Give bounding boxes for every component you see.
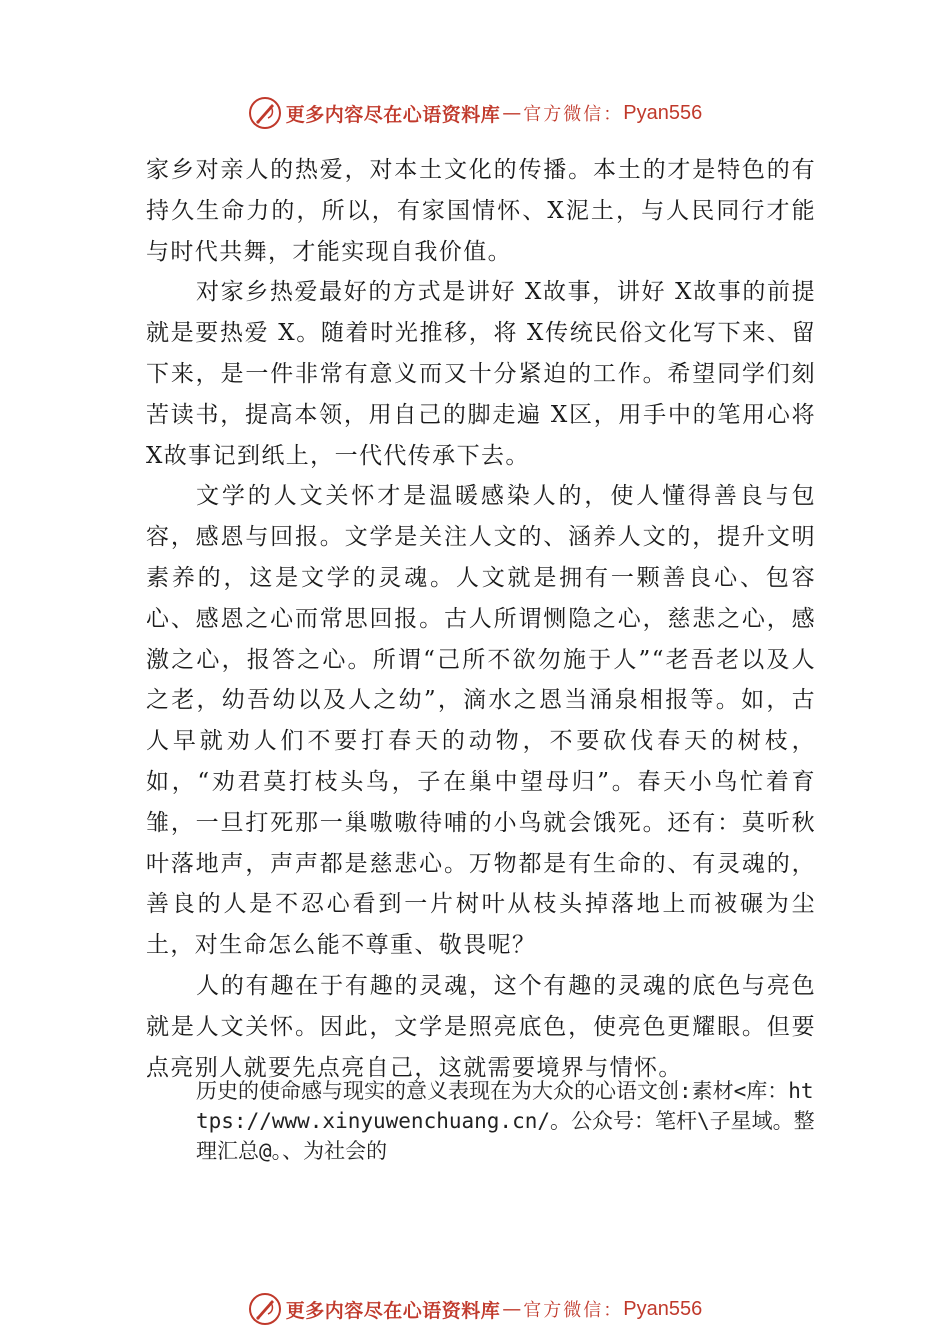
source-note: 历史的使命感与现实的意义表现在为大众的心语文创:素材<库：https://www.xinyuwenchuang.cn/。公众号：笔杆\子星域。整理汇总@。、为社会的 [196, 1079, 815, 1163]
paragraph-1: 家乡对亲人的热爱，对本土文化的传播。本土的才是特色的有持久生命力的，所以，有家国情怀、X泥土，与人民同行才能与时代共舞，才能实现自我价值。 [146, 157, 816, 265]
header-banner [0, 93, 950, 133]
banner-wechat-label: 官方微信： [523, 104, 624, 125]
banner-title: 更多内容尽在心语资料库 [285, 103, 501, 126]
banner-title: 更多内容尽在心语资料库 [285, 1299, 501, 1322]
quill-pen-logo-icon [248, 96, 282, 130]
banner-separator: — [502, 102, 522, 124]
paragraph-2: 对家乡热爱最好的方式是讲好 X故事，讲好 X故事的前提就是要热爱 X。随着时光推移，将 X传统民俗文化写下来、留下来，是一件非常有意义而又十分紧迫的工作。希望同学们刻苦读书，提高本领，用自己的脚走遍 X区，用手中的笔用心将 X故事记到纸上，一代代传承下去。 [146, 279, 816, 469]
banner-wechat-id: Pyan556 [623, 101, 703, 124]
quill-pen-logo-icon [248, 1292, 282, 1326]
banner-separator: — [502, 1298, 522, 1320]
paragraph-4: 人的有趣在于有趣的灵魂，这个有趣的灵魂的底色与亮色就是人文关怀。因此，文学是照亮底色，使亮色更耀眼。但要点亮别人就要先点亮自己，这就需要境界与情怀。 [146, 972, 816, 1081]
banner-wechat-id: Pyan556 [623, 1297, 703, 1320]
banner-wechat-label: 官方微信： [523, 1300, 624, 1321]
document-body [146, 150, 816, 1088]
footer-banner [0, 1289, 950, 1329]
paragraph-3: 文学的人文关怀才是温暖感染人的，使人懂得善良与包容，感恩与回报。文学是关注人文的、涵养人文的，提升文明素养的，这是文学的灵魂。人文就是拥有一颗善良心、包容心、感恩之心而常思回报。古人所谓恻隐之心，慈悲之心，感激之心，报答之心。所谓“己所不欲勿施于人”“老吾老以及人之老，幼吾幼以及人之幼”，滴水之恩当涌泉相报等。如，古人早就劝人们不要打春天的动物，不要砍伐春天的树枝，如，“劝君莫打枝头鸟，子在巢中望母归”。春天小鸟忙着育雏，一旦打死那一巢嗷嗷待哺的小鸟就会饿死。还有：莫听秋叶落地声，声声都是慈悲心。万物都是有生命的、有灵魂的，善良的人是不忍心看到一片树叶从枝头掉落地上而被碾为尘土，对生命怎么能不尊重、敬畏呢？ [146, 483, 816, 959]
